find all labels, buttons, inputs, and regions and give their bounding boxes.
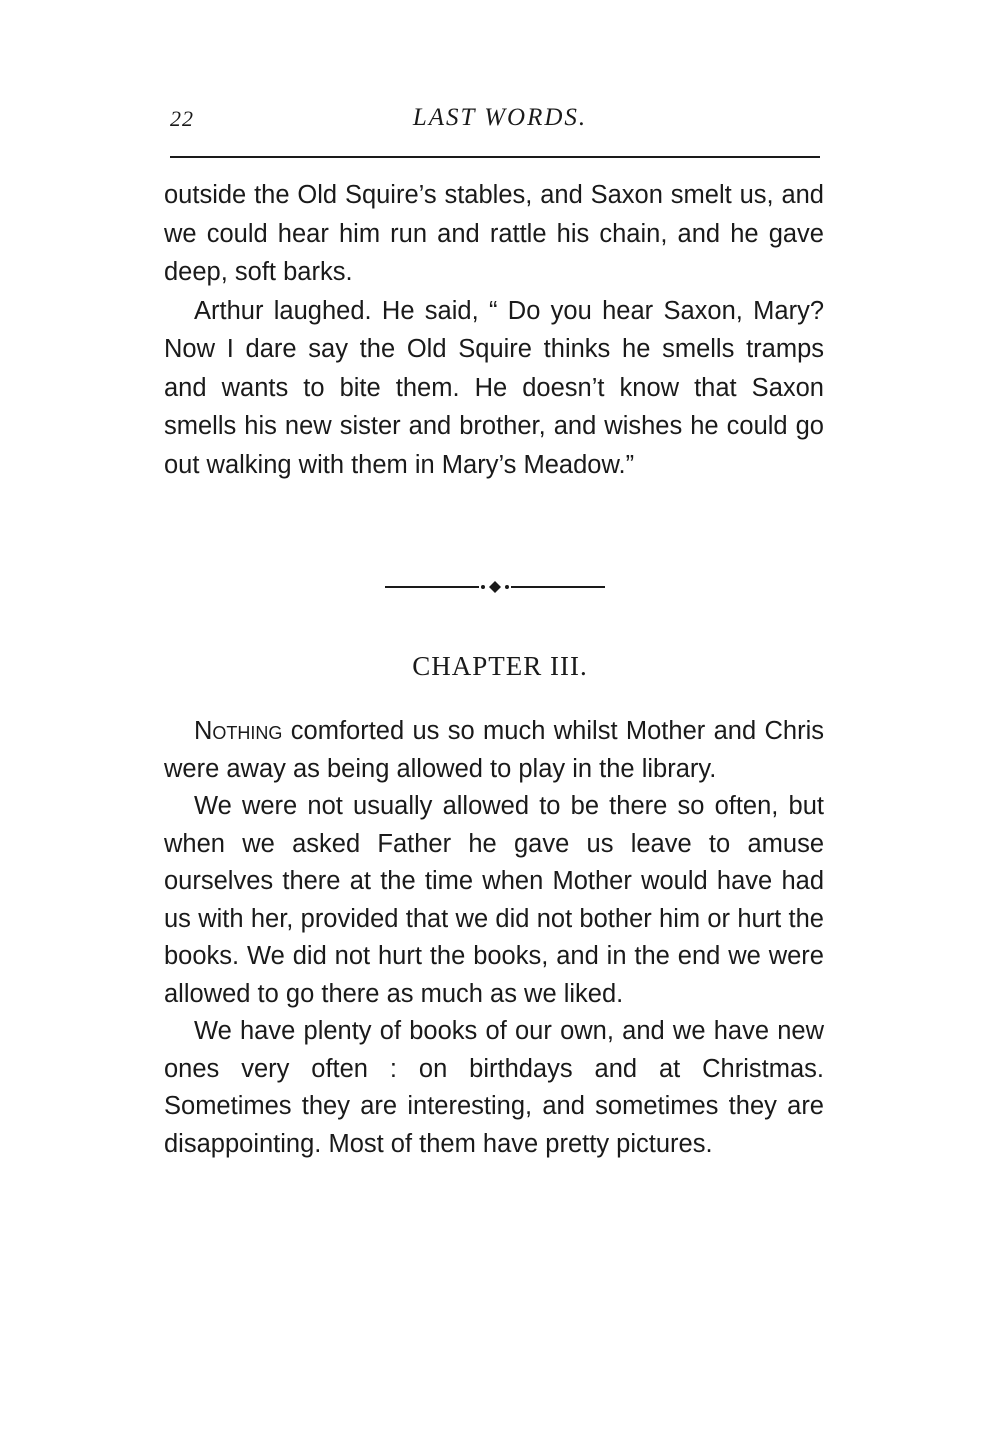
page-number: 22 [170, 106, 194, 131]
paragraph-4: We were not usually allowed to be there so often, but when we asked Father he gave us leave to amuse ourselves there at the time when Mother would have had us with her, provided that we did not bother him or hurt the books. We did not hurt the books, and in the end we were allowed to go there as much as we liked. [164, 792, 824, 1008]
header-rule [170, 156, 820, 158]
text-block-before-chapter [164, 176, 824, 484]
paragraph-5: We have plenty of books of our own, and we have new ones very often : on birthdays and at Christmas. Sometimes they are interesting, and sometimes they are disappointing. Most of them have pretty pictures. [164, 1017, 824, 1158]
text-block-chapter-3 [164, 713, 824, 1163]
ornament-left-dot [481, 585, 485, 589]
running-head: LAST WORDS. [412, 104, 588, 131]
paragraph-3-lead-word: Nothing [194, 717, 283, 745]
chapter-heading: CHAPTER III. [412, 651, 588, 681]
paragraph-3-text: comforted us so much whilst Mother and Chris were away as being allowed to play in the library. [164, 717, 824, 783]
ornament-diamond [489, 581, 501, 593]
paragraph-1: outside the Old Squire’s stables, and Saxon smelt us, and we could hear him run and rattle his chain, and he gave deep, soft barks. [164, 181, 824, 286]
paragraph-2: Arthur laughed. He said, “ Do you hear Saxon, Mary? Now I dare say the Old Squire thinks he smells tramps and wants to bite them. He doesn’t know that Saxon smells his new sister and brother, and wishes he could go out walking with them in Mary’s Meadow.” [164, 296, 824, 479]
paragraph-3 [164, 713, 824, 788]
section-ornament [385, 580, 605, 594]
ornament-right-dot [505, 585, 509, 589]
